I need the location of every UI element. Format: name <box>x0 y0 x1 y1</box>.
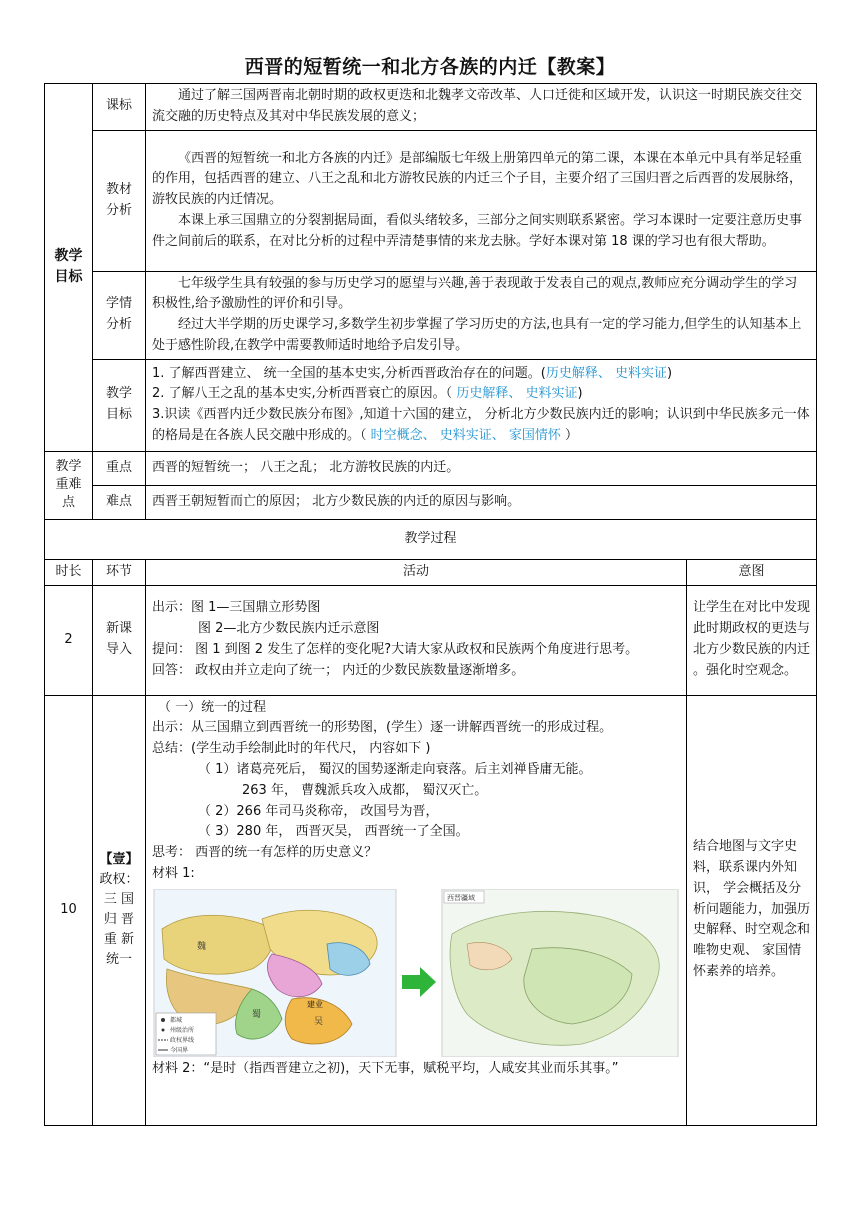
goals-label-learner: 学情分析 <box>93 271 146 359</box>
col-intent: 意图 <box>687 559 817 585</box>
map-label-wu: 吴 <box>314 1016 324 1027</box>
goals-content-standard: 通过了解三国两晋南北朝时期的政权更迭和北魏孝文帝改革、人口迁徙和区域开发，认识这一时期民族交往交流交融的历史特点及其对中华民族发展的意义； <box>146 84 817 131</box>
legend-prefecture: 州级治所 <box>170 1026 195 1034</box>
objective-3: 3.识读《西晋内迁少数民族分布图》,知道十六国的建立， 分析北方少数民族内迁的影响；认识到中华民族多元一体的格局是在各族人民交融中形成的。（ 时空概念、 史料实证、 家国情怀 ） <box>152 407 810 444</box>
unify-intent: 结合地图与文字史料，联系课内外知识， 学会概括及分析问题能力，加强历史解释、时空观念和唯物史观、 家国情怀素养的培养。 <box>687 695 817 1125</box>
legend-boundary: 政权界线 <box>170 1036 195 1044</box>
intro-intent: 让学生在对比中发现此时期政权的更迭与北方少数民族的内迁 。强化时空观念。 <box>687 585 817 695</box>
difficulty-row <box>45 485 817 519</box>
legend-capital: 都城 <box>170 1016 183 1024</box>
goals-label-objectives: 教学目标 <box>93 359 146 451</box>
three-kingdoms-map <box>154 889 396 1057</box>
page-title: 西晋的短暂统一和北方各族的内迁【教案】 <box>244 56 616 78</box>
goals-row-standard <box>45 84 817 131</box>
lesson-plan-table <box>44 83 817 1126</box>
process-columns-row <box>45 559 817 585</box>
legend-border: 今国界 <box>170 1046 189 1054</box>
map-label-shu: 蜀 <box>252 1009 262 1020</box>
goals-row-objectives <box>45 359 817 451</box>
difficulty-text: 西晋王朝短暂而亡的原因； 北方少数民族的内迁的原因与影响。 <box>146 485 817 519</box>
keypoint-row <box>45 451 817 485</box>
col-stage: 环节 <box>93 559 146 585</box>
objective-1: 1. 了解西晋建立、 统一全国的基本史实,分析西晋政治存在的问题。(历史解释、 史料实证) <box>152 365 673 381</box>
unify-activity: （ 一）统一的过程 出示：从三国鼎立到西晋统一的形势图，(学生）逐一讲解西晋统一的形成过程。 总结：(学生动手绘制此时的年代尺， 内容如下 ) （ 1）诸葛亮死后， 蜀汉的国势逐渐走向衰落。后主刘禅昏庸无能。 263 年， 曹魏派兵攻入成都， 蜀汉灭亡。 （ 2）266 年司马炎称帝， 改国号为晋， （ 3）280 年， 西晋灭吴， 西晋统一了全国。 思考： 西晋的统一有怎样的历史意义？ 材料 1: 魏 蜀 吴 建业 都城 州级治所 政权界线 今国界 西晋疆域 材料 2：“是时（指西晋建立之初)，天下无事，赋税平均，人咸安其业而乐其事。” <box>146 695 687 1125</box>
goals-row-learner <box>45 271 817 359</box>
western-jin-map <box>442 889 678 1057</box>
map-label-jianye: 建业 <box>307 999 323 1009</box>
keypoint-text: 西晋的短暂统一； 八王之乱； 北方游牧民族的内迁。 <box>146 451 817 485</box>
goals-label-standard: 课标 <box>93 84 146 131</box>
goals-content-learner: 七年级学生具有较强的参与历史学习的愿望与兴趣,善于表现敢于发表自己的观点,教师应充分调动学生的学习积极性,给予激励性的评价和引导。 经过大半学期的历史课学习,多数学生初步掌握了学习历史的方法,也具有一定的学习能力,但学生的认知基本上处于感性阶段,在教学中需要教师适时地给予启发引导。 <box>146 271 817 359</box>
map-label-wei: 魏 <box>197 941 207 952</box>
keypoint-label: 重点 <box>93 451 146 485</box>
goals-label: 教学目标 <box>45 84 93 452</box>
map-label-xijin: 西晋疆域 <box>447 893 475 902</box>
goals-content-objectives <box>146 359 817 451</box>
col-activity: 活动 <box>146 559 687 585</box>
maps-figure <box>152 889 680 1057</box>
keypoints-label: 教学重难点 <box>45 451 93 519</box>
goals-label-material: 教材分析 <box>93 130 146 271</box>
unification-maps <box>152 889 680 1057</box>
goals-row-material <box>45 130 817 271</box>
intro-duration: 2 <box>45 585 93 695</box>
unify-stage: 【壹】 政权： 三 国 归 晋 重 新 统一 <box>93 695 146 1125</box>
arrow-icon <box>402 967 436 997</box>
unify-duration: 10 <box>45 695 93 1125</box>
intro-stage: 新课导入 <box>93 585 146 695</box>
difficulty-label: 难点 <box>93 485 146 519</box>
intro-activity: 出示：图 1—三国鼎立形势图 图 2—北方少数民族内迁示意图 提问： 图 1 到图 2 发生了怎样的变化呢?大请大家从政权和民族两个角度进行思考。 回答： 政权由并立走向了统一； 内迁的少数民族数量逐渐增多。 <box>146 585 687 695</box>
col-duration: 时长 <box>45 559 93 585</box>
process-row-unification <box>45 695 817 1125</box>
process-header-row <box>45 519 817 559</box>
objective-2: 2. 了解八王之乱的基本史实,分析西晋衰亡的原因。（ 历史解释、 史料实证) <box>152 386 583 402</box>
process-header: 教学过程 <box>45 519 817 559</box>
goals-content-material: 《西晋的短暂统一和北方各族的内迁》是部编版七年级上册第四单元的第二课，本课在本单元中具有举足轻重的作用，包括西晋的建立、八王之乱和北方游牧民族的内迁三个子目，主要介绍了三国归晋之后西晋的发展脉络，游牧民族的内迁情况。 本课上承三国鼎立的分裂割据局面，看似头绪较多，三部分之间实则联系紧密。学习本课时一定要注意历史事件之间前后的联系，在对比分析的过程中弄清楚事情的来龙去脉。学好本课对第 18 课的学习也有很大帮助。 <box>146 130 817 271</box>
process-row-intro <box>45 585 817 695</box>
